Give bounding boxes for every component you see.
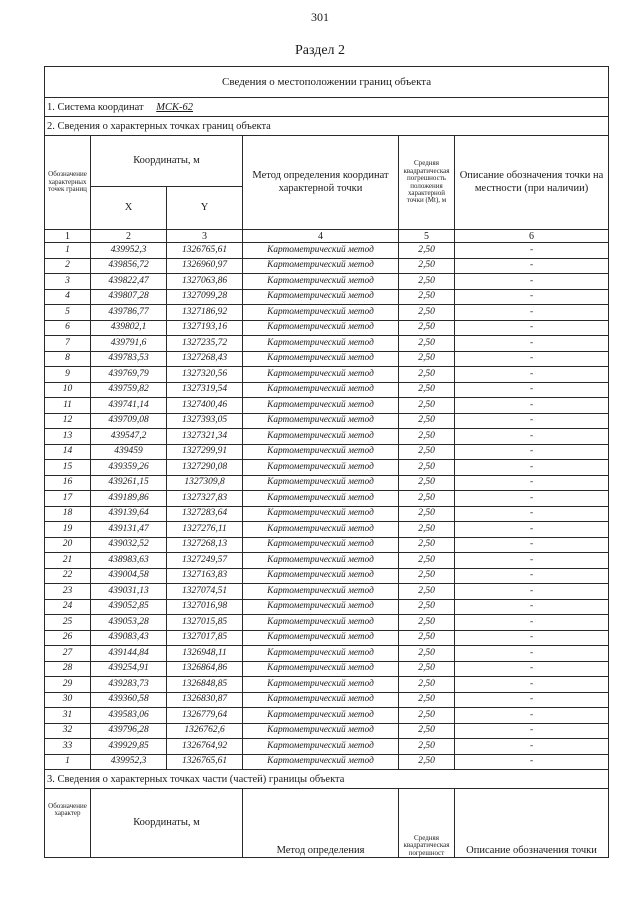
table-row	[45, 723, 609, 739]
cell-point-number: 30	[45, 692, 91, 708]
cell-method: Картометрический метод	[243, 506, 399, 522]
table-row	[45, 553, 609, 569]
cell-x: 439031,13	[91, 584, 167, 600]
table-banner: Сведения о местоположении границ объекта	[45, 67, 609, 98]
cell-mt: 2,50	[399, 444, 455, 460]
cell-description: -	[455, 351, 609, 367]
cell-mt: 2,50	[399, 646, 455, 662]
cell-point-number: 15	[45, 460, 91, 476]
cell-y: 1326764,92	[167, 739, 243, 755]
table-row	[45, 661, 609, 677]
cell-mt: 2,50	[399, 568, 455, 584]
cell-y: 1327016,98	[167, 599, 243, 615]
cell-mt: 2,50	[399, 708, 455, 724]
cell-method: Картометрический метод	[243, 723, 399, 739]
cell-x: 439741,14	[91, 398, 167, 414]
cell-x: 439052,85	[91, 599, 167, 615]
cell-description: -	[455, 429, 609, 445]
cell-method: Картометрический метод	[243, 553, 399, 569]
cell-y: 1327268,43	[167, 351, 243, 367]
cell-method: Картометрический метод	[243, 382, 399, 398]
cell-description: -	[455, 692, 609, 708]
cell-method: Картометрический метод	[243, 615, 399, 631]
table-row	[45, 367, 609, 383]
cell-description: -	[455, 568, 609, 584]
table-row	[45, 289, 609, 305]
cell-x: 439786,77	[91, 305, 167, 321]
header-x: X	[91, 187, 167, 230]
table-row	[45, 692, 609, 708]
cell-mt: 2,50	[399, 522, 455, 538]
cell-y: 1327249,57	[167, 553, 243, 569]
table-row	[45, 398, 609, 414]
cell-method: Картометрический метод	[243, 599, 399, 615]
cell-description: -	[455, 661, 609, 677]
cell-description: -	[455, 723, 609, 739]
cell-point-number: 18	[45, 506, 91, 522]
cell-description: -	[455, 367, 609, 383]
cell-description: -	[455, 553, 609, 569]
cell-point-number: 16	[45, 475, 91, 491]
cell-point-number: 28	[45, 661, 91, 677]
cell-method: Картометрический метод	[243, 568, 399, 584]
parts-header-coordinates: Координаты, м	[91, 789, 243, 858]
cell-point-number: 17	[45, 491, 91, 507]
section-title: Раздел 2	[294, 43, 346, 58]
cell-y: 1327299,91	[167, 444, 243, 460]
cell-method: Картометрический метод	[243, 336, 399, 352]
cell-y: 1326765,61	[167, 243, 243, 259]
cell-y: 1327015,85	[167, 615, 243, 631]
cell-y: 1326948,11	[167, 646, 243, 662]
cell-method: Картометрический метод	[243, 367, 399, 383]
table-row	[45, 320, 609, 336]
header-coordinates: Координаты, м	[91, 136, 243, 187]
table-row	[45, 599, 609, 615]
cell-method: Картометрический метод	[243, 491, 399, 507]
cell-method: Картометрический метод	[243, 320, 399, 336]
table-row	[45, 739, 609, 755]
cell-y: 1327283,64	[167, 506, 243, 522]
cell-point-number: 10	[45, 382, 91, 398]
parts-header-point-designation: Обозначение характер	[45, 789, 91, 858]
cell-point-number: 11	[45, 398, 91, 414]
table-row	[45, 646, 609, 662]
cell-method: Картометрический метод	[243, 351, 399, 367]
cell-x: 439131,47	[91, 522, 167, 538]
cell-method: Картометрический метод	[243, 413, 399, 429]
cell-x: 439583,06	[91, 708, 167, 724]
cell-mt: 2,50	[399, 413, 455, 429]
cell-y: 1327235,72	[167, 336, 243, 352]
cell-method: Картометрический метод	[243, 460, 399, 476]
cell-y: 1327400,46	[167, 398, 243, 414]
cell-description: -	[455, 305, 609, 321]
cell-y: 1327193,16	[167, 320, 243, 336]
cell-description: -	[455, 708, 609, 724]
cell-method: Картометрический метод	[243, 692, 399, 708]
cell-x: 439807,28	[91, 289, 167, 305]
cell-point-number: 1	[45, 754, 91, 770]
cell-method: Картометрический метод	[243, 475, 399, 491]
cell-mt: 2,50	[399, 274, 455, 290]
table-row	[45, 336, 609, 352]
cell-description: -	[455, 599, 609, 615]
cell-mt: 2,50	[399, 677, 455, 693]
cell-method: Картометрический метод	[243, 754, 399, 770]
cell-x: 439083,43	[91, 630, 167, 646]
cell-mt: 2,50	[399, 305, 455, 321]
table-row	[45, 522, 609, 538]
cell-mt: 2,50	[399, 661, 455, 677]
cell-method: Картометрический метод	[243, 429, 399, 445]
cell-mt: 2,50	[399, 615, 455, 631]
header-point-designation: Обозначение характерных точек границ	[45, 136, 91, 230]
table-row	[45, 305, 609, 321]
cell-y: 1326864,86	[167, 661, 243, 677]
cell-x: 439359,26	[91, 460, 167, 476]
cell-method: Картометрический метод	[243, 537, 399, 553]
parts-header-description: Описание обозначения точки	[455, 789, 609, 858]
cell-x: 439709,08	[91, 413, 167, 429]
cell-point-number: 25	[45, 615, 91, 631]
cell-description: -	[455, 584, 609, 600]
cell-y: 1326762,6	[167, 723, 243, 739]
cell-description: -	[455, 491, 609, 507]
cell-x: 439139,64	[91, 506, 167, 522]
cell-method: Картометрический метод	[243, 677, 399, 693]
cell-point-number: 9	[45, 367, 91, 383]
cell-description: -	[455, 460, 609, 476]
cell-point-number: 20	[45, 537, 91, 553]
cell-y: 1327319,54	[167, 382, 243, 398]
table-row	[45, 382, 609, 398]
cell-mt: 2,50	[399, 289, 455, 305]
cell-y: 1327017,85	[167, 630, 243, 646]
table-row	[45, 274, 609, 290]
cell-y: 1327321,34	[167, 429, 243, 445]
cell-x: 439856,72	[91, 258, 167, 274]
table-row	[45, 615, 609, 631]
cell-method: Картометрический метод	[243, 708, 399, 724]
cell-description: -	[455, 522, 609, 538]
cell-x: 439261,15	[91, 475, 167, 491]
cell-x: 439952,3	[91, 754, 167, 770]
cell-mt: 2,50	[399, 599, 455, 615]
cell-x: 439189,86	[91, 491, 167, 507]
parts-header-error: Средняя квадратическая погрешност	[399, 789, 455, 858]
cell-point-number: 7	[45, 336, 91, 352]
page-number: 301	[311, 10, 329, 24]
cell-method: Картометрический метод	[243, 305, 399, 321]
cell-point-number: 1	[45, 243, 91, 259]
cell-mt: 2,50	[399, 506, 455, 522]
table-row	[45, 677, 609, 693]
cell-point-number: 12	[45, 413, 91, 429]
cell-point-number: 33	[45, 739, 91, 755]
cell-point-number: 24	[45, 599, 91, 615]
cell-mt: 2,50	[399, 336, 455, 352]
cell-x: 439032,52	[91, 537, 167, 553]
column-number: 3	[167, 230, 243, 243]
cell-x: 439802,1	[91, 320, 167, 336]
parts-section-label: 3. Сведения о характерных точках части (частей) границы объекта	[45, 770, 609, 789]
cell-y: 1327290,08	[167, 460, 243, 476]
cell-y: 1326830,87	[167, 692, 243, 708]
table-row	[45, 475, 609, 491]
cell-method: Картометрический метод	[243, 243, 399, 259]
cell-y: 1326848,85	[167, 677, 243, 693]
table-row	[45, 630, 609, 646]
table-row	[45, 584, 609, 600]
cell-point-number: 6	[45, 320, 91, 336]
cell-y: 1327074,51	[167, 584, 243, 600]
cell-description: -	[455, 475, 609, 491]
table-row	[45, 413, 609, 429]
cell-description: -	[455, 739, 609, 755]
cell-method: Картометрический метод	[243, 522, 399, 538]
cell-method: Картометрический метод	[243, 258, 399, 274]
column-number-row	[45, 230, 609, 243]
cell-x: 439822,47	[91, 274, 167, 290]
cell-description: -	[455, 382, 609, 398]
coordinate-system-row	[45, 98, 609, 117]
cell-x: 439144,84	[91, 646, 167, 662]
cell-method: Картометрический метод	[243, 289, 399, 305]
cell-x: 438983,63	[91, 553, 167, 569]
header-description: Описание обозначения точки на местности (при наличии)	[455, 136, 609, 230]
cell-point-number: 5	[45, 305, 91, 321]
cell-method: Картометрический метод	[243, 661, 399, 677]
cell-y: 1327393,05	[167, 413, 243, 429]
cell-x: 439254,91	[91, 661, 167, 677]
cell-mt: 2,50	[399, 692, 455, 708]
cell-mt: 2,50	[399, 243, 455, 259]
column-number: 4	[243, 230, 399, 243]
column-number: 6	[455, 230, 609, 243]
table-row	[45, 258, 609, 274]
header-y: Y	[167, 187, 243, 230]
table-row	[45, 754, 609, 770]
table-row	[45, 491, 609, 507]
column-number: 5	[399, 230, 455, 243]
cell-mt: 2,50	[399, 630, 455, 646]
cell-mt: 2,50	[399, 754, 455, 770]
cell-mt: 2,50	[399, 351, 455, 367]
cell-point-number: 21	[45, 553, 91, 569]
cell-description: -	[455, 413, 609, 429]
cell-mt: 2,50	[399, 258, 455, 274]
coordinate-system-value: МСК-62	[156, 101, 193, 113]
cell-point-number: 26	[45, 630, 91, 646]
cell-method: Картометрический метод	[243, 584, 399, 600]
table-row	[45, 429, 609, 445]
cell-mt: 2,50	[399, 584, 455, 600]
points-section-label: 2. Сведения о характерных точках границ объекта	[45, 117, 609, 136]
cell-description: -	[455, 258, 609, 274]
table-row	[45, 708, 609, 724]
cell-method: Картометрический метод	[243, 630, 399, 646]
coordinate-system-label: 1. Система координат	[47, 101, 144, 113]
cell-y: 1327320,56	[167, 367, 243, 383]
cell-mt: 2,50	[399, 537, 455, 553]
cell-mt: 2,50	[399, 553, 455, 569]
table-row	[45, 537, 609, 553]
cell-mt: 2,50	[399, 723, 455, 739]
cell-description: -	[455, 274, 609, 290]
cell-description: -	[455, 336, 609, 352]
cell-description: -	[455, 320, 609, 336]
cell-method: Картометрический метод	[243, 739, 399, 755]
cell-y: 1327063,86	[167, 274, 243, 290]
header-method: Метод определения координат характерной точки	[243, 136, 399, 230]
table-row	[45, 460, 609, 476]
header-error: Средняя квадратическая погрешность положения характерной точки (Mt), м	[399, 136, 455, 230]
cell-mt: 2,50	[399, 382, 455, 398]
cell-y: 1327309,8	[167, 475, 243, 491]
cell-x: 439547,2	[91, 429, 167, 445]
cell-mt: 2,50	[399, 460, 455, 476]
cell-description: -	[455, 646, 609, 662]
cell-description: -	[455, 537, 609, 553]
cell-y: 1326960,97	[167, 258, 243, 274]
column-number: 2	[91, 230, 167, 243]
cell-y: 1327186,92	[167, 305, 243, 321]
cell-point-number: 4	[45, 289, 91, 305]
cell-point-number: 22	[45, 568, 91, 584]
column-number: 1	[45, 230, 91, 243]
cell-y: 1327099,28	[167, 289, 243, 305]
cell-point-number: 19	[45, 522, 91, 538]
cell-y: 1327276,11	[167, 522, 243, 538]
table-row	[45, 568, 609, 584]
cell-x: 439796,28	[91, 723, 167, 739]
table-row	[45, 243, 609, 259]
cell-mt: 2,50	[399, 320, 455, 336]
cell-y: 1327327,83	[167, 491, 243, 507]
cell-point-number: 29	[45, 677, 91, 693]
cell-point-number: 14	[45, 444, 91, 460]
cell-x: 439459	[91, 444, 167, 460]
cell-y: 1326765,61	[167, 754, 243, 770]
cell-method: Картометрический метод	[243, 444, 399, 460]
cell-point-number: 8	[45, 351, 91, 367]
cell-point-number: 32	[45, 723, 91, 739]
cell-y: 1327268,13	[167, 537, 243, 553]
cell-method: Картометрический метод	[243, 398, 399, 414]
cell-mt: 2,50	[399, 475, 455, 491]
cell-point-number: 3	[45, 274, 91, 290]
parts-header-method: Метод определения	[243, 789, 399, 858]
cell-point-number: 23	[45, 584, 91, 600]
cell-description: -	[455, 444, 609, 460]
table-row	[45, 506, 609, 522]
boundary-table	[44, 66, 609, 858]
cell-description: -	[455, 677, 609, 693]
cell-method: Картометрический метод	[243, 646, 399, 662]
cell-x: 439360,58	[91, 692, 167, 708]
cell-x: 439952,3	[91, 243, 167, 259]
cell-description: -	[455, 289, 609, 305]
cell-point-number: 13	[45, 429, 91, 445]
table-row	[45, 444, 609, 460]
cell-point-number: 31	[45, 708, 91, 724]
cell-x: 439283,73	[91, 677, 167, 693]
cell-y: 1327163,83	[167, 568, 243, 584]
cell-mt: 2,50	[399, 491, 455, 507]
cell-description: -	[455, 506, 609, 522]
cell-mt: 2,50	[399, 367, 455, 383]
cell-x: 439004,58	[91, 568, 167, 584]
cell-point-number: 2	[45, 258, 91, 274]
cell-method: Картометрический метод	[243, 274, 399, 290]
cell-mt: 2,50	[399, 429, 455, 445]
cell-mt: 2,50	[399, 739, 455, 755]
cell-x: 439929,85	[91, 739, 167, 755]
points-table-body	[45, 243, 609, 770]
cell-x: 439759,82	[91, 382, 167, 398]
cell-description: -	[455, 398, 609, 414]
cell-description: -	[455, 630, 609, 646]
cell-mt: 2,50	[399, 398, 455, 414]
cell-description: -	[455, 243, 609, 259]
cell-y: 1326779,64	[167, 708, 243, 724]
cell-x: 439791,6	[91, 336, 167, 352]
cell-x: 439783,53	[91, 351, 167, 367]
cell-x: 439053,28	[91, 615, 167, 631]
cell-x: 439769,79	[91, 367, 167, 383]
table-row	[45, 351, 609, 367]
cell-point-number: 27	[45, 646, 91, 662]
cell-description: -	[455, 754, 609, 770]
cell-description: -	[455, 615, 609, 631]
